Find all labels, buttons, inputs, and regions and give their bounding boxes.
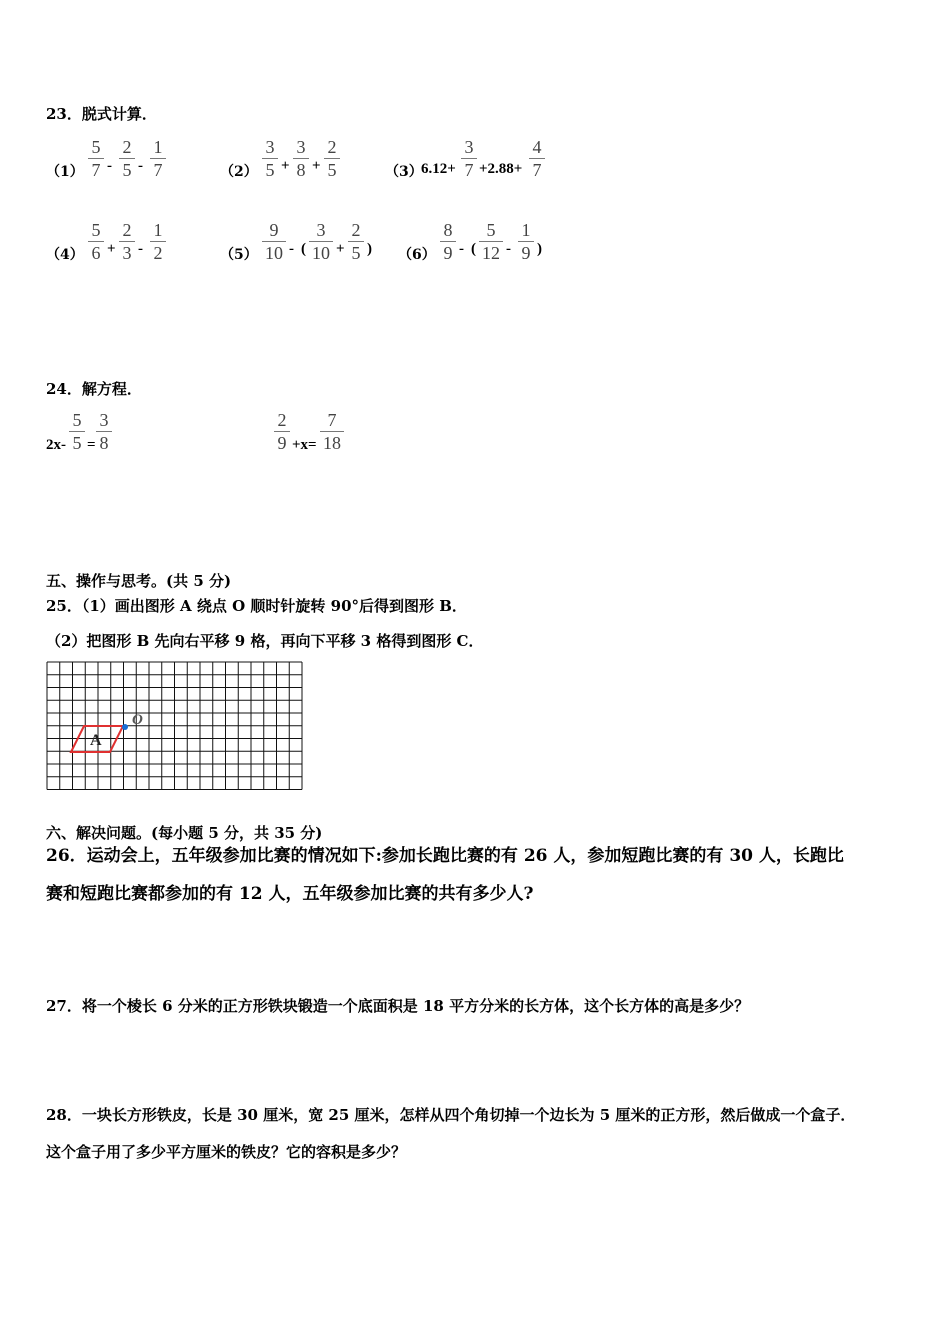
fraction bbox=[274, 410, 290, 453]
denominator: 5 bbox=[351, 243, 361, 263]
denominator: 9 bbox=[277, 433, 287, 453]
point-o-label: O bbox=[132, 712, 143, 728]
eq1-equals: = bbox=[87, 437, 96, 453]
numerator: 3 bbox=[99, 410, 109, 430]
operator: ) bbox=[367, 241, 372, 257]
fraction-bar bbox=[320, 431, 344, 432]
eq2-mid: +x= bbox=[292, 437, 317, 453]
q26-line2: 赛和短跑比赛都参加的有 12 人，五年级参加比赛的共有多少人? bbox=[46, 884, 534, 904]
q28-line1: 28．一块长方形铁皮，长是 30 厘米，宽 25 厘米，怎样从四个角切掉一个边长为 5 厘米的正方形，然后做成一个盒子． bbox=[46, 1106, 856, 1124]
fraction-bar bbox=[518, 241, 534, 242]
grid-figure bbox=[46, 661, 304, 791]
q24-title: 24．解方程． bbox=[46, 380, 142, 398]
fraction bbox=[324, 137, 340, 180]
operator: + bbox=[281, 158, 290, 174]
numerator: 5 bbox=[91, 137, 101, 157]
fraction-bar bbox=[529, 158, 545, 159]
fraction-bar bbox=[440, 241, 456, 242]
denominator: 7 bbox=[532, 160, 542, 180]
operator: - bbox=[138, 241, 143, 257]
numerator: 1 bbox=[153, 220, 163, 240]
numerator: 3 bbox=[316, 220, 326, 240]
denominator: 7 bbox=[464, 160, 474, 180]
fraction-bar bbox=[119, 241, 135, 242]
numerator: 7 bbox=[327, 410, 337, 430]
item-label: （4） bbox=[46, 247, 84, 263]
fraction bbox=[440, 220, 456, 263]
denominator: 8 bbox=[296, 160, 306, 180]
eq1-prefix: 2x- bbox=[46, 437, 66, 453]
numerator: 2 bbox=[122, 220, 132, 240]
fraction bbox=[518, 220, 534, 263]
fraction bbox=[262, 220, 286, 263]
numerator: 9 bbox=[269, 220, 279, 240]
fraction bbox=[119, 137, 135, 180]
fraction-bar bbox=[88, 241, 104, 242]
numerator: 3 bbox=[265, 137, 275, 157]
fraction bbox=[309, 220, 333, 263]
denominator: 5 bbox=[265, 160, 275, 180]
fraction bbox=[150, 137, 166, 180]
fraction-bar bbox=[324, 158, 340, 159]
numerator: 2 bbox=[122, 137, 132, 157]
fraction-bar bbox=[262, 158, 278, 159]
fraction bbox=[150, 220, 166, 263]
operator: + bbox=[336, 241, 345, 257]
denominator: 7 bbox=[91, 160, 101, 180]
fraction bbox=[461, 137, 477, 180]
operator: - bbox=[506, 241, 511, 257]
item-label: （6） bbox=[398, 247, 436, 263]
denominator: 18 bbox=[323, 433, 341, 453]
denominator: 3 bbox=[122, 243, 132, 263]
point-o bbox=[122, 724, 128, 730]
numerator: 2 bbox=[351, 220, 361, 240]
numerator: 5 bbox=[91, 220, 101, 240]
fraction bbox=[262, 137, 278, 180]
numerator: 8 bbox=[443, 220, 453, 240]
fraction bbox=[529, 137, 545, 180]
operator: - bbox=[459, 241, 464, 257]
item-label: （5） bbox=[220, 247, 258, 263]
denominator: 2 bbox=[153, 243, 163, 263]
fraction bbox=[479, 220, 503, 263]
fraction-bar bbox=[119, 158, 135, 159]
fraction-bar bbox=[262, 241, 286, 242]
fraction bbox=[88, 137, 104, 180]
fraction-bar bbox=[309, 241, 333, 242]
fraction-bar bbox=[69, 431, 85, 432]
numerator: 3 bbox=[464, 137, 474, 157]
operator: ( bbox=[301, 241, 306, 257]
q27-text: 27．将一个棱长 6 分米的正方形铁块锻造一个底面积是 18 平方分米的长方体，这个长方体的高是多少？ bbox=[46, 997, 750, 1015]
q23-title: 23．脱式计算． bbox=[46, 105, 157, 123]
q25-line2: （2）把图形 B 先向右平移 9 格，再向下平移 3 格得到图形 C． bbox=[46, 632, 484, 650]
numerator: 2 bbox=[327, 137, 337, 157]
fraction-bar bbox=[150, 158, 166, 159]
fraction-bar bbox=[96, 431, 112, 432]
operator: - bbox=[289, 241, 294, 257]
q26-line1: 26．运动会上，五年级参加比赛的情况如下:参加长跑比赛的有 26 人，参加短跑比赛的有 30 人，长跑比 bbox=[46, 846, 844, 866]
numerator: 5 bbox=[486, 220, 496, 240]
denominator: 8 bbox=[99, 433, 109, 453]
operator: + bbox=[107, 241, 116, 257]
numerator: 4 bbox=[532, 137, 542, 157]
denominator: 5 bbox=[122, 160, 132, 180]
shape-a-label: A bbox=[90, 732, 102, 749]
denominator: 5 bbox=[72, 433, 82, 453]
fraction-bar bbox=[479, 241, 503, 242]
denominator: 5 bbox=[327, 160, 337, 180]
fraction-bar bbox=[461, 158, 477, 159]
fraction-bar bbox=[88, 158, 104, 159]
numerator: 3 bbox=[296, 137, 306, 157]
item-label: （2） bbox=[220, 164, 258, 180]
fraction bbox=[293, 137, 309, 180]
numerator: 1 bbox=[521, 220, 531, 240]
numerator: 1 bbox=[153, 137, 163, 157]
numerator: 2 bbox=[277, 410, 287, 430]
fraction bbox=[96, 410, 112, 453]
denominator: 9 bbox=[443, 243, 453, 263]
denominator: 12 bbox=[482, 243, 500, 263]
denominator: 10 bbox=[265, 243, 283, 263]
section5-title: 五、操作与思考。(共 5 分) bbox=[46, 572, 232, 590]
prefix-number: 6.12+ bbox=[421, 161, 456, 177]
operator: ( bbox=[471, 241, 476, 257]
denominator: 9 bbox=[521, 243, 531, 263]
item-label: （1） bbox=[46, 164, 84, 180]
fraction-bar bbox=[274, 431, 290, 432]
item-label: （3） bbox=[385, 164, 423, 180]
numerator: 5 bbox=[72, 410, 82, 430]
fraction-bar bbox=[150, 241, 166, 242]
fraction bbox=[119, 220, 135, 263]
fraction-bar bbox=[293, 158, 309, 159]
operator: - bbox=[138, 158, 143, 174]
fraction bbox=[320, 410, 344, 453]
operator: ) bbox=[537, 241, 542, 257]
q28-line2: 这个盒子用了多少平方厘米的铁皮？它的容积是多少？ bbox=[46, 1143, 407, 1161]
denominator: 7 bbox=[153, 160, 163, 180]
fraction bbox=[348, 220, 364, 263]
fraction bbox=[69, 410, 85, 453]
mid-number: +2.88+ bbox=[479, 161, 523, 177]
fraction bbox=[88, 220, 104, 263]
operator: + bbox=[312, 158, 321, 174]
fraction-bar bbox=[348, 241, 364, 242]
operator: - bbox=[107, 158, 112, 174]
denominator: 6 bbox=[91, 243, 101, 263]
q25-line1: 25．（1）画出图形 A 绕点 O 顺时针旋转 90°后得到图形 B． bbox=[46, 597, 467, 615]
section6-title: 六、解决问题。(每小题 5 分，共 35 分) bbox=[46, 824, 323, 842]
denominator: 10 bbox=[312, 243, 330, 263]
